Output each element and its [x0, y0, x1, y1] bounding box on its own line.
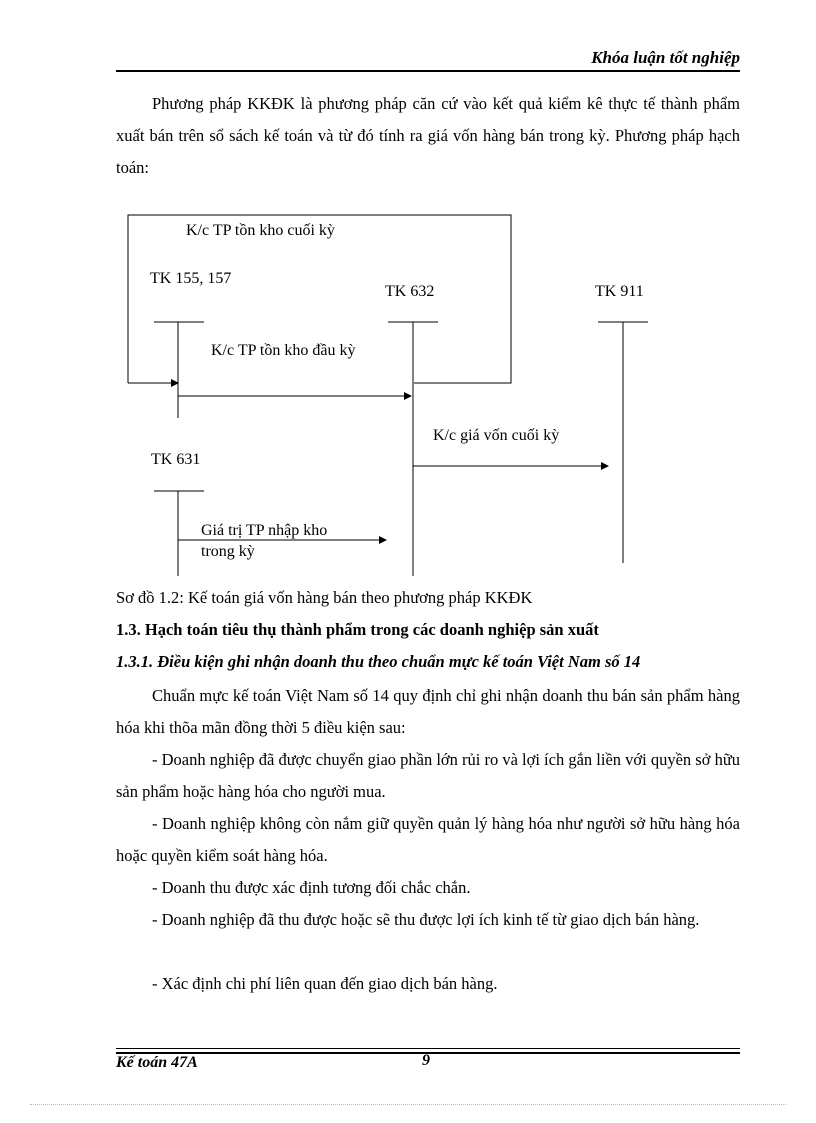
page-edge-dotted [30, 1104, 786, 1105]
section-subheading: 1.3.1. Điều kiện ghi nhận doanh thu theo chuẩn mực kế toán Việt Nam số 14 [116, 652, 641, 671]
footer-label: Kế toán 47A [116, 1054, 198, 1071]
page-number: 9 [422, 1052, 430, 1069]
condition-2: - Doanh nghiệp không còn nắm giữ quyền quản lý hàng hóa như người sở hữu hàng hóa hoặc quyền kiểm soát hàng hóa. [116, 814, 740, 865]
section-heading: 1.3. Hạch toán tiêu thụ thành phẩm trong các doanh nghiệp sản xuất [116, 620, 599, 639]
acc-631: TK 631 [151, 451, 201, 468]
box-label: K/c TP tồn kho cuối kỳ [186, 222, 335, 239]
import-value-label-1: Giá trị TP nhập kho [201, 522, 328, 539]
intro-paragraph: Phương pháp KKĐK là phương pháp căn cứ vào kết quả kiểm kê thực tế thành phẩm xuất bán trên sổ sách kế toán và từ đó tính ra giá vốn hàng bán trong kỳ. Phương pháp hạch toán: [116, 94, 740, 177]
acc-632: TK 632 [385, 283, 435, 300]
condition-5: - Xác định chi phí liên quan đến giao dịch bán hàng. [152, 974, 498, 993]
body-paragraph-1: Chuẩn mực kế toán Việt Nam số 14 quy định chỉ ghi nhận doanh thu bán sản phẩm hàng hóa khi thõa mãn đồng thời 5 điều kiện sau: [116, 686, 740, 737]
acc-911: TK 911 [595, 283, 644, 300]
acc-155-157: TK 155, 157 [150, 270, 232, 287]
condition-4: - Doanh nghiệp đã thu được hoặc sẽ thu được lợi ích kinh tế từ giao dịch bán hàng. [152, 910, 700, 929]
condition-3: - Doanh thu được xác định tương đối chắc chắn. [152, 878, 471, 897]
condition-1: - Doanh nghiệp đã được chuyển giao phần lớn rủi ro và lợi ích gắn liền với quyền sở hữu sản phẩm hoặc hàng hóa cho người mua. [116, 750, 741, 801]
import-value-label-2: trong kỳ [201, 543, 255, 560]
cost-transfer-label: K/c giá vốn cuối kỳ [433, 427, 560, 444]
opening-transfer-label: K/c TP tồn kho đầu kỳ [211, 342, 356, 359]
footer-rule-thin [116, 1048, 740, 1049]
diagram-caption: Sơ đồ 1.2: Kế toán giá vốn hàng bán theo phương pháp KKĐK [116, 588, 533, 607]
header-title: Khóa luận tốt nghiệp [591, 48, 740, 67]
